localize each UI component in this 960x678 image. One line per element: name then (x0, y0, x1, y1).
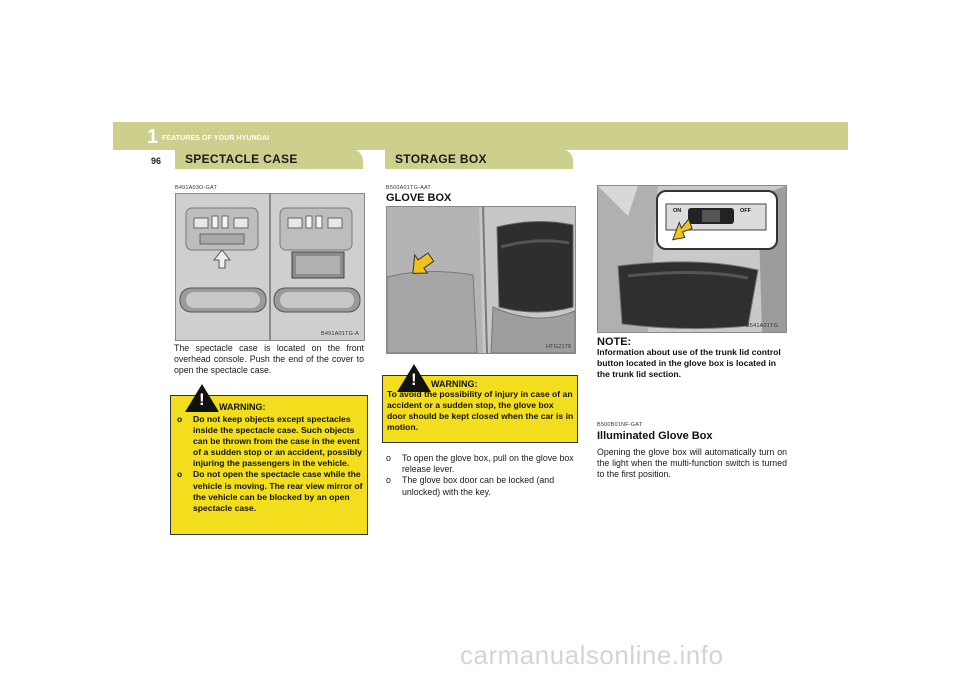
chapter-number: 1 (147, 126, 159, 148)
spectacle-warning-item: o Do not open the spectacle case while the vehicle is moving. The rear view mirror of the vehicle can be blocked by an open spectacle case. (177, 469, 363, 513)
spectacle-warning-item: o Do not keep objects except spectacles inside the spectacle case. Such objects can be thrown from the case in the event of a sudden stop or an accident, possibly injuring the passengers in the vehicle. (177, 414, 363, 469)
spectacle-image-code: B491A01TG-A (321, 331, 359, 337)
glove-box-list-item: o The glove box door can be locked (and unlocked) with the key. (386, 475, 555, 497)
glove-box-section-code: B500A01TG-AAT (386, 185, 431, 191)
glove-box-image-code: HTG2178 (546, 344, 572, 350)
spectacle-section-code: B491A03O-GAT (175, 185, 218, 191)
glove-box-heading: GLOVE BOX (386, 192, 452, 204)
illuminated-body-text: Opening the glove box will automatically turn on the light when the multi-function switch is turned to the first position. (597, 447, 787, 480)
storage-box-title: STORAGE BOX (395, 152, 487, 166)
spectacle-case-photo (175, 193, 365, 341)
spectacle-warning-box (170, 390, 368, 535)
switch-on-label: ON (673, 208, 682, 214)
illuminated-glove-box-heading: Illuminated Glove Box (597, 430, 713, 442)
switch-off-label: OFF (740, 208, 751, 214)
spectacle-case-title: SPECTACLE CASE (185, 152, 298, 166)
page-number: 96 (151, 156, 162, 166)
note-title: NOTE: (597, 336, 632, 348)
glove-box-warning-title: WARNING: (431, 379, 478, 389)
glove-box-photo (386, 206, 576, 354)
spectacle-warning-title: WARNING: (219, 402, 266, 412)
spectacle-body-text: The spectacle case is located on the front overhead console. Push the end of the cover to open the spectacle case. (174, 343, 364, 376)
chapter-title: FEATURES OF YOUR HYUNDAI (162, 135, 270, 142)
watermark: carmanualsonline.info (460, 640, 724, 670)
spectacle-case-tab (175, 149, 363, 169)
glove-box-list-item: o To open the glove box, pull on the glove box release lever. (386, 453, 574, 475)
switch-image-code: B541A01TG (746, 323, 779, 329)
switch-callout (656, 190, 778, 250)
note-text: Information about use of the trunk lid control button located in the glove box is located in the trunk lid section. (597, 347, 781, 380)
storage-box-tab (385, 149, 573, 169)
glove-box-warning-text: To avoid the possibility of injury in case of an accident or a sudden stop, the glove box door should be kept closed when the car is in motion. (387, 389, 574, 433)
glove-box-warning-box (382, 370, 578, 443)
warning-exclamation: ! (199, 390, 205, 409)
illuminated-section-code: B500B01NF-GAT (597, 422, 643, 428)
glove-box-switch-photo (597, 185, 787, 333)
warning-exclamation: ! (411, 370, 417, 389)
